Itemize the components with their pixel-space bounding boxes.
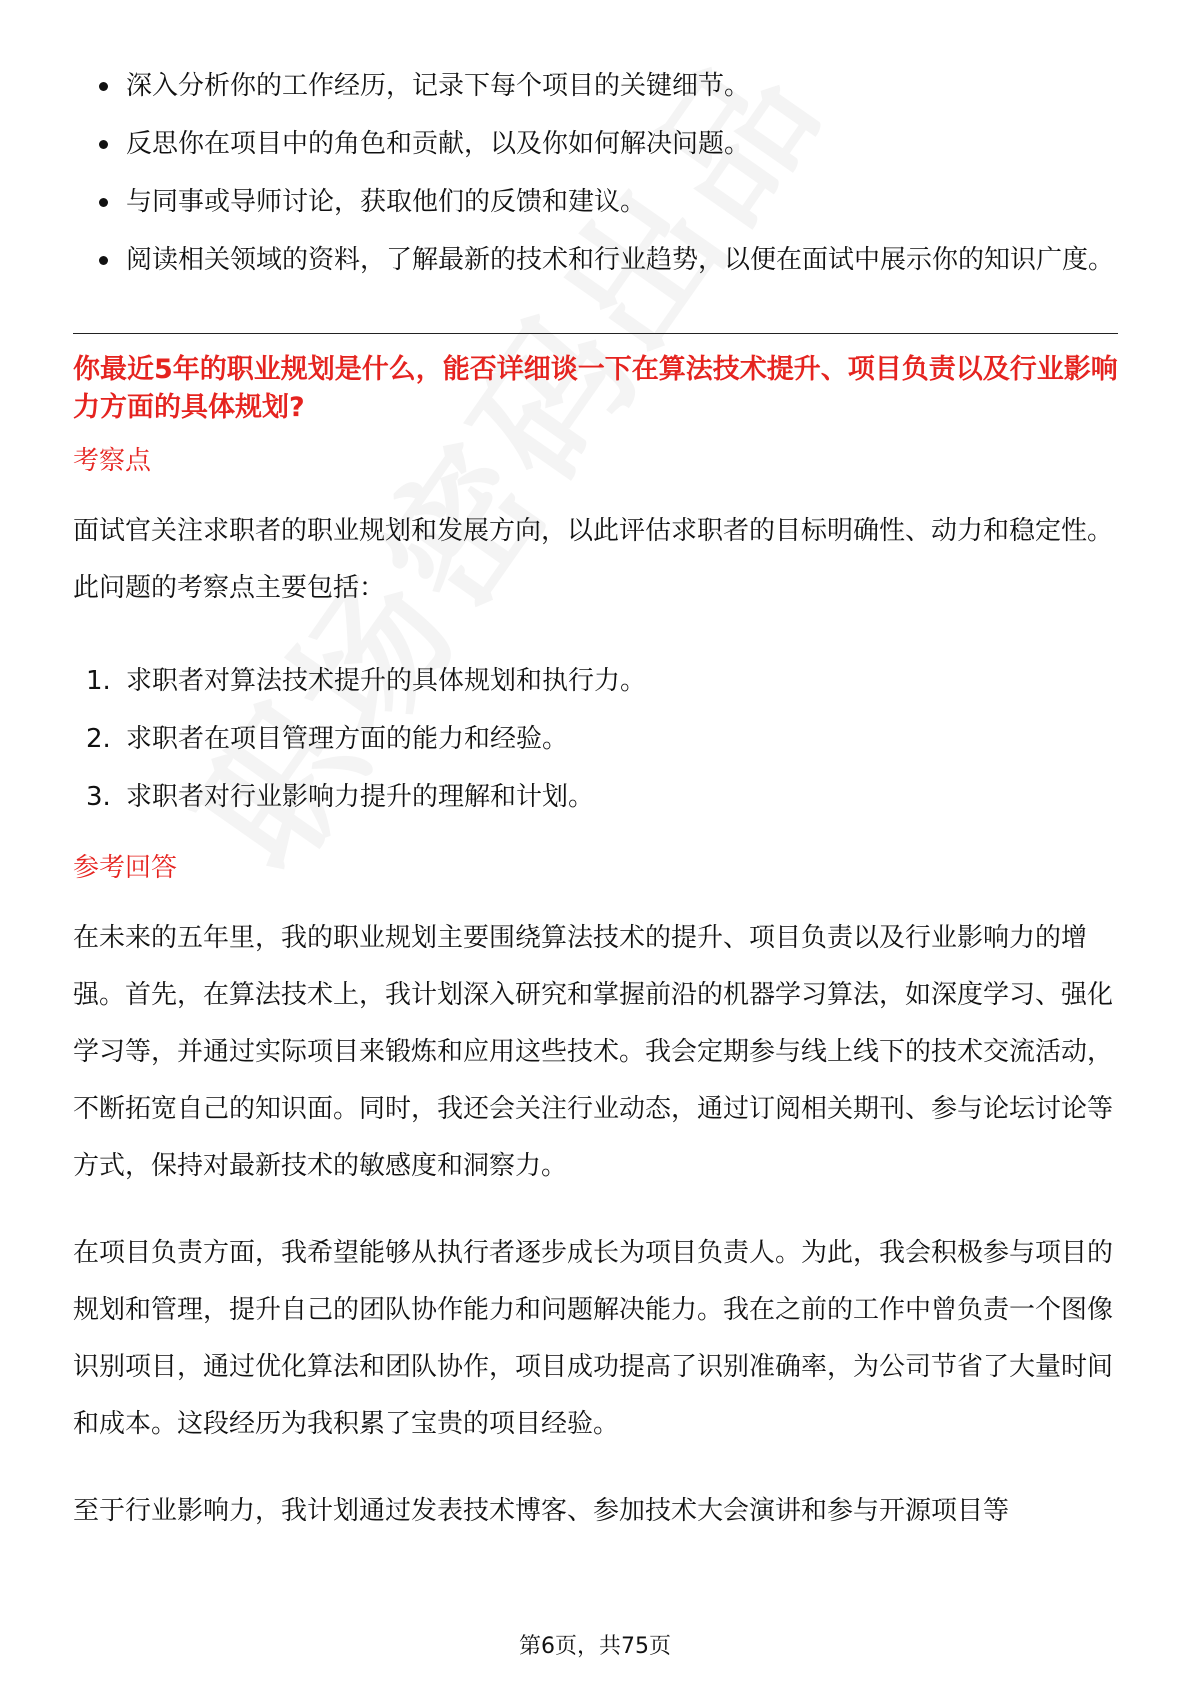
answer-paragraph: 在未来的五年里，我的职业规划主要围绕算法技术的提升、项目负责以及行业影响力的增强。首先，在算法技术上，我计划深入研究和掌握前沿的机器学习算法，如深度学习、强化学习等，并通过实际项目来锻炼和应用这些技术。我会定期参与线上线下的技术交流活动，不断拓宽自己的知识面。同时，我还会关注行业动态，通过订阅相关期刊、参与论坛讨论等方式，保持对最新技术的敏感度和洞察力。: [73, 923, 1114, 1181]
list-item: [73, 232, 1118, 289]
list-item-text: 反思你在项目中的角色和贡献，以及你如何解决问题。: [126, 129, 751, 159]
list-item-text: 求职者对算法技术提升的具体规划和执行力。: [126, 666, 647, 696]
focus-list: [73, 653, 1118, 826]
list-item: [73, 58, 1118, 115]
list-number: 1.: [86, 666, 111, 696]
section-divider: [73, 333, 1118, 334]
bullet-dot-icon: [99, 82, 108, 91]
list-item: [73, 769, 1118, 826]
page-footer: 第6页，共75页: [519, 1634, 671, 1659]
question-heading: 你最近5年的职业规划是什么，能否详细谈一下在算法技术提升、项目负责以及行业影响力方面的具体规划?: [73, 354, 1118, 423]
paragraph-gap: [73, 1195, 1118, 1225]
list-item-text: 深入分析你的工作经历，记录下每个项目的关键细节。: [126, 71, 751, 101]
list-item: [73, 116, 1118, 173]
list-item: [73, 653, 1118, 710]
bullet-dot-icon: [99, 256, 108, 265]
list-item-text: 与同事或导师讨论，获取他们的反馈和建议。: [126, 187, 647, 217]
paragraph-gap: [73, 1453, 1118, 1483]
list-number: 2.: [86, 724, 111, 754]
answer-paragraph: 至于行业影响力，我计划通过发表技术博客、参加技术大会演讲和参与开源项目等: [73, 1496, 1010, 1526]
page-content: [73, 58, 1118, 1540]
answer-heading: 参考回答: [73, 853, 178, 883]
list-item-text: 求职者在项目管理方面的能力和经验。: [126, 724, 569, 754]
bullet-dot-icon: [99, 140, 108, 149]
tips-list: [73, 58, 1118, 289]
list-item-text: 求职者对行业影响力提升的理解和计划。: [126, 782, 595, 812]
list-number: 3.: [86, 782, 111, 812]
answer-paragraph: 在项目负责方面，我希望能够从执行者逐步成长为项目负责人。为此，我会积极参与项目的规划和管理，提升自己的团队协作能力和问题解决能力。我在之前的工作中曾负责一个图像识别项目，通过优化算法和团队协作，项目成功提高了识别准确率，为公司节省了大量时间和成本。这段经历为我积累了宝贵的项目经验。: [73, 1238, 1114, 1439]
list-item: [73, 174, 1118, 231]
list-item: [73, 711, 1118, 768]
focus-intro: 面试官关注求职者的职业规划和发展方向，以此评估求职者的目标明确性、动力和稳定性。此问题的考察点主要包括：: [73, 516, 1114, 603]
list-item-text: 阅读相关领域的资料，了解最新的技术和行业趋势，以便在面试中展示你的知识广度。: [126, 245, 1115, 275]
focus-heading: 考察点: [73, 446, 152, 476]
bullet-dot-icon: [99, 198, 108, 207]
